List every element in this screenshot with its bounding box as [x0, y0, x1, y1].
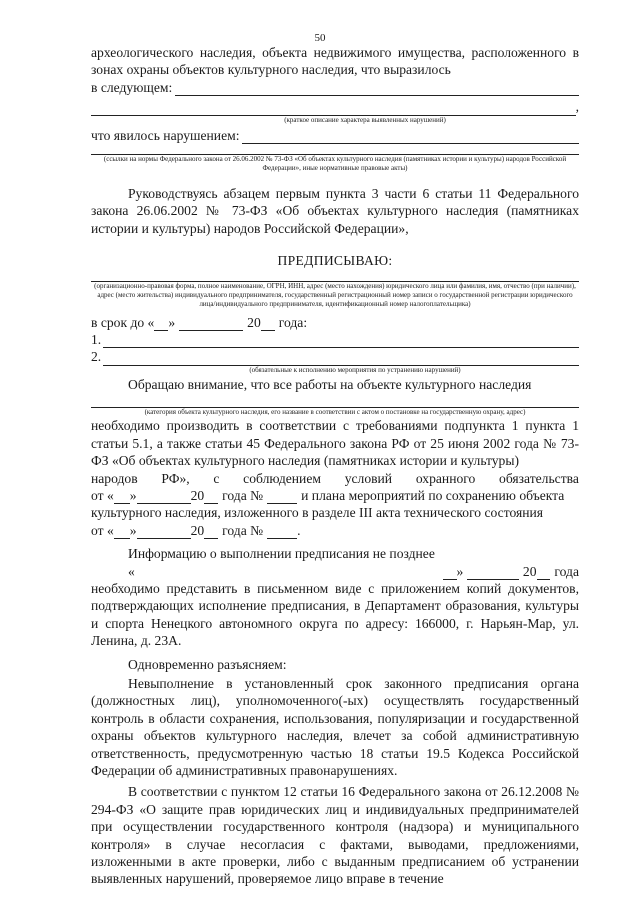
item-2: [91, 348, 579, 365]
deadline-suffix: года:: [278, 314, 308, 330]
info-day-blank[interactable]: [443, 568, 457, 580]
caption-violations: (краткое описание характера выявленных нарушений): [284, 115, 446, 124]
info-year-label: года: [554, 563, 579, 579]
paragraph-guided: Руководствуясь абзацем первым пункта 3 части 6 статьи 11 Федерального закона 26.06.2002 № 73-ФЗ «Об объектах культурного наследия (памятниках истории и культуры) народов Российской Федерации»,: [91, 186, 579, 236]
word-6: охранного: [415, 470, 476, 486]
following-line-2: [91, 98, 579, 115]
comma: ,: [575, 99, 579, 115]
norms-rule: [91, 144, 579, 155]
word-7: обязательства: [499, 470, 579, 486]
deadline-prefix: в срок до «: [91, 314, 155, 330]
paragraph-information: необходимо представить в письменном виде с приложением копий документов, подтверждающих исполнение предписания, в Департамент образования, культуры и спорта Ненецкого автономного округа по адресу: 166000, г. Нарьян-Мар, ул. Ленина, д. 23А.: [91, 580, 579, 649]
paragraph-heritage: археологического наследия, объекта недвижимого имущества, расположенного в зонах охраны объектов культурного наследия, что выразилось: [91, 45, 579, 78]
org-rule: [91, 270, 579, 282]
paragraph-liability: Невыполнение в установленный срок законного предписания органа (должностных лиц), уполномоченного(-ых) осуществлять государственный контроль в области сохранения, использования, популяризации и государственной охраны объектов культурного наследия, влечет за собой административную ответственность, предусмотренную частью 18 статьи 19.5 Кодекса Российской Федерации об административных правонарушениях.: [91, 675, 579, 778]
info-quote: »: [456, 563, 464, 579]
violation-line: [91, 127, 579, 144]
deadline-year-prefix: 20: [247, 314, 261, 330]
obligation-plan-text: и плана мероприятий по сохранению объекта: [301, 487, 565, 503]
word-2: РФ»,: [161, 470, 190, 486]
obligation-date-line: [91, 487, 579, 504]
requirements-line-7: культурного наследия, изложенного в разделе III акта технического состояния: [91, 505, 544, 521]
obligation-year-blank[interactable]: [204, 492, 218, 504]
act-day-blank[interactable]: [114, 527, 130, 539]
following-blank[interactable]: [175, 83, 579, 96]
deadline-year-blank[interactable]: [261, 319, 275, 331]
item-2-blank[interactable]: [103, 353, 579, 366]
document-body: [91, 44, 579, 888]
obligation-number-label: года №: [222, 487, 264, 503]
caption-measures: (обязательные к исполнению мероприятия по устранению нарушений): [249, 365, 461, 374]
obligation-from: от «: [91, 487, 114, 503]
following-label: в следующем:: [91, 79, 173, 95]
word-5: условий: [344, 470, 393, 486]
page-number: 50: [314, 32, 326, 44]
item-1-number: 1.: [91, 332, 102, 348]
act-year-prefix: 20: [190, 522, 205, 538]
deadline-line: [91, 314, 579, 331]
act-from: от «: [91, 522, 114, 538]
info-year-prefix: 20: [522, 563, 537, 579]
obligation-quote: »: [129, 487, 137, 503]
paragraph-requirements: необходимо производить в соответствии с требованиями подпункта 1 пункта 1 статьи 5.1, а также статьи 45 Федерального закона РФ от 25 июня 2002 года № 73-ФЗ «Об объектах культурного наследия (памятниках истории и культуры): [91, 418, 579, 469]
act-number-blank[interactable]: [267, 527, 297, 539]
category-rule: [91, 393, 579, 408]
violation-label: что явилось нарушением:: [91, 127, 240, 143]
act-date-line: [91, 522, 579, 539]
item-1-blank[interactable]: [103, 335, 579, 348]
obligation-year-prefix: 20: [190, 487, 205, 503]
word-4: соблюдением: [243, 470, 321, 486]
info-year-blank[interactable]: [537, 568, 551, 580]
heading-prescribe: ПРЕДПИСЫВАЮ:: [277, 253, 393, 269]
deadline-mid1: »: [168, 314, 176, 330]
deadline-day-blank[interactable]: [154, 319, 168, 331]
act-period: .: [297, 522, 301, 538]
obligation-day-blank[interactable]: [114, 492, 130, 504]
caption-category: (категория объекта культурного наследия, его название в соответствии с актом о постановке на государственную охрану, адрес): [144, 408, 526, 417]
deadline-month-blank[interactable]: [179, 319, 243, 331]
information-text: Информацию о выполнении предписания не позднее «: [128, 546, 435, 579]
act-year-blank[interactable]: [204, 527, 218, 539]
word-1: народов: [91, 470, 138, 486]
obligation-number-blank[interactable]: [267, 492, 297, 504]
word-3: с: [213, 470, 220, 486]
info-month-blank[interactable]: [467, 568, 519, 580]
act-number-label: года №: [222, 522, 264, 538]
item-2-number: 2.: [91, 349, 102, 365]
requirements-line-5: [91, 470, 579, 487]
item-1: [91, 331, 579, 348]
paragraph-rights: В соответствии с пунктом 12 статьи 16 Федерального закона от 26.12.2008 № 294-ФЗ «О защите прав юридических лиц и индивидуальных предпринимателей при осуществлении государственного контроля (надзора) и муниципального контроля» в случае несогласия с фактами, выводами, предложениями, изложенными в акте проверки, либо с выданным предписанием об устранении выявленных нарушений, проверяемое лицо вправе в течение: [91, 784, 579, 887]
following-line: [91, 79, 579, 96]
violation-blank[interactable]: [242, 131, 579, 144]
paragraph-attention: Обращаю внимание, что все работы на объекте культурного наследия: [128, 376, 532, 392]
caption-norms: (ссылки на нормы Федерального закона от 26.06.2002 № 73-ФЗ «Об объектах культурного наследия (памятниках истории и культуры) народов Российской Федерации», иные нормативные правовые акты): [103, 155, 567, 173]
following-blank-2[interactable]: [91, 103, 576, 116]
obligation-month-blank[interactable]: [137, 492, 191, 504]
information-line: [91, 545, 579, 580]
caption-org: (организационно-правовая форма, полное наименование, ОГРН, ИНН, адрес (место нахождения) юридического лица или фамилия, имя, отчество (при наличии), адрес (место жительства) индивидуального предпринимателя, государственный регистрационный номер записи о государственной регистрации юридического лица/индивидуального предпринимателя, идентификационный номер налогоплательщика): [94, 281, 576, 308]
act-month-blank[interactable]: [137, 527, 191, 539]
paragraph-clarify: Одновременно разъясняем:: [128, 656, 287, 672]
act-quote: »: [129, 522, 137, 538]
